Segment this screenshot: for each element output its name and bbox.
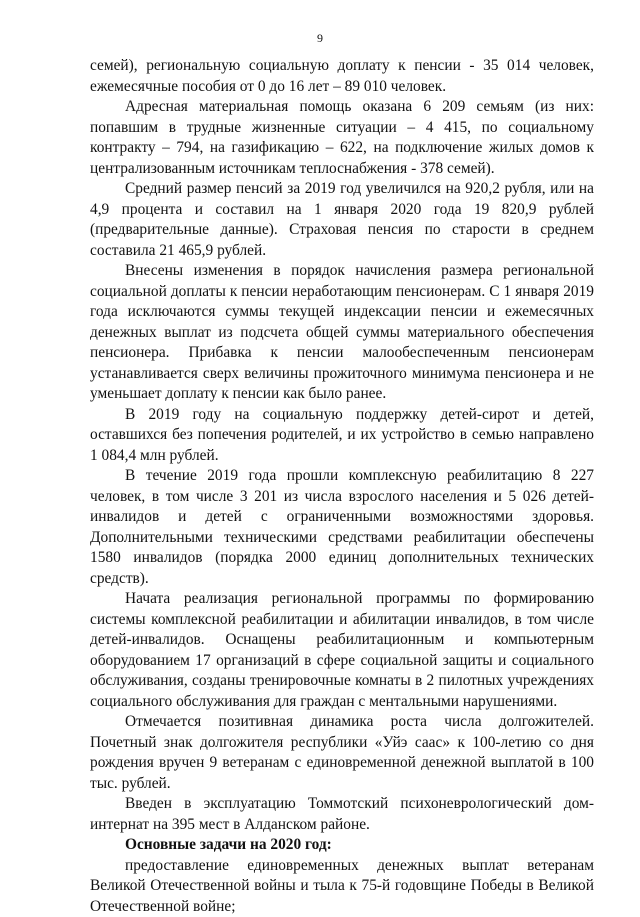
task-item: предоставление единовременных денежных выплат ветеранам Великой Отечественной войны и тыла к 75-й годовщине Победы в Великой Отечественной войне; [90, 856, 594, 917]
paragraph-pension-recipients: семей), региональную социальную доплату к пенсии - 35 014 человек, ежемесячные пособия от 0 до 16 лет – 89 010 человек. [90, 56, 594, 97]
paragraph-targeted-aid: Адресная материальная помощь оказана 6 209 семьям (из них: попавшим в трудные жизненные ситуации – 4 415, по социальному контракту – 794, на газификацию – 622, на подключение жилых домов к централизованным источникам теплоснабжения - 378 семей). [90, 97, 594, 179]
section-heading-tasks: Основные задачи на 2020 год: [90, 835, 594, 856]
paragraph-rehabilitation: В течение 2019 года прошли комплексную реабилитацию 8 227 человек, в том числе 3 201 из числа взрослого населения и 5 026 детей-инвалидов и детей с ограниченными возможностями здоровья. Дополнительными техническими средствами реабилитации обеспечены 1580 инвалидов (порядка 2000 единиц дополнительных технических средств). [90, 466, 594, 589]
paragraph-orphans-support: В 2019 году на социальную поддержку детей-сирот и детей, оставшихся без попечения родителей, и их устройство в семью направлено 1 084,4 млн рублей. [90, 405, 594, 467]
paragraph-regional-program: Начата реализация региональной программы по формированию системы комплексной реабилитации и абилитации инвалидов, в том числе детей-инвалидов. Оснащены реабилитационным и компьютерным оборудованием 17 организаций в сфере социальной защиты и социального обслуживания, созданы тренировочные комнаты в 2 пилотных учреждениях социального обслуживания для граждан с ментальными нарушениями. [90, 589, 594, 712]
page-number: 9 [0, 31, 640, 45]
paragraph-average-pension: Средний размер пенсий за 2019 год увеличился на 920,2 рубля, или на 4,9 процента и составил на 1 января 2020 года 19 820,9 рублей (предварительные данные). Страховая пенсия по старости в среднем составила 21 465,9 рублей. [90, 179, 594, 261]
paragraph-regional-supplement: Внесены изменения в порядок начисления размера региональной социальной доплаты к пенсии неработающим пенсионерам. С 1 января 2019 года исключаются суммы текущей индексации пенсии и ежемесячных денежных выплат из подсчета общей суммы материального обеспечения пенсионера. Прибавка к пенсии малообеспеченным пенсионерам устанавливается сверх величины прожиточного минимума пенсионера и не уменьшает доплату к пенсии как было ранее. [90, 261, 594, 405]
paragraph-boarding-home: Введен в эксплуатацию Томмотский психоневрологический дом-интернат на 395 мест в Алданском районе. [90, 794, 594, 835]
paragraph-centenarians: Отмечается позитивная динамика роста числа долгожителей. Почетный знак долгожителя республики «Уйэ саас» к 100-летию со дня рождения вручен 9 ветеранам с единовременной денежной выплатой в 100 тыс. рублей. [90, 712, 594, 794]
document-body [90, 56, 594, 917]
